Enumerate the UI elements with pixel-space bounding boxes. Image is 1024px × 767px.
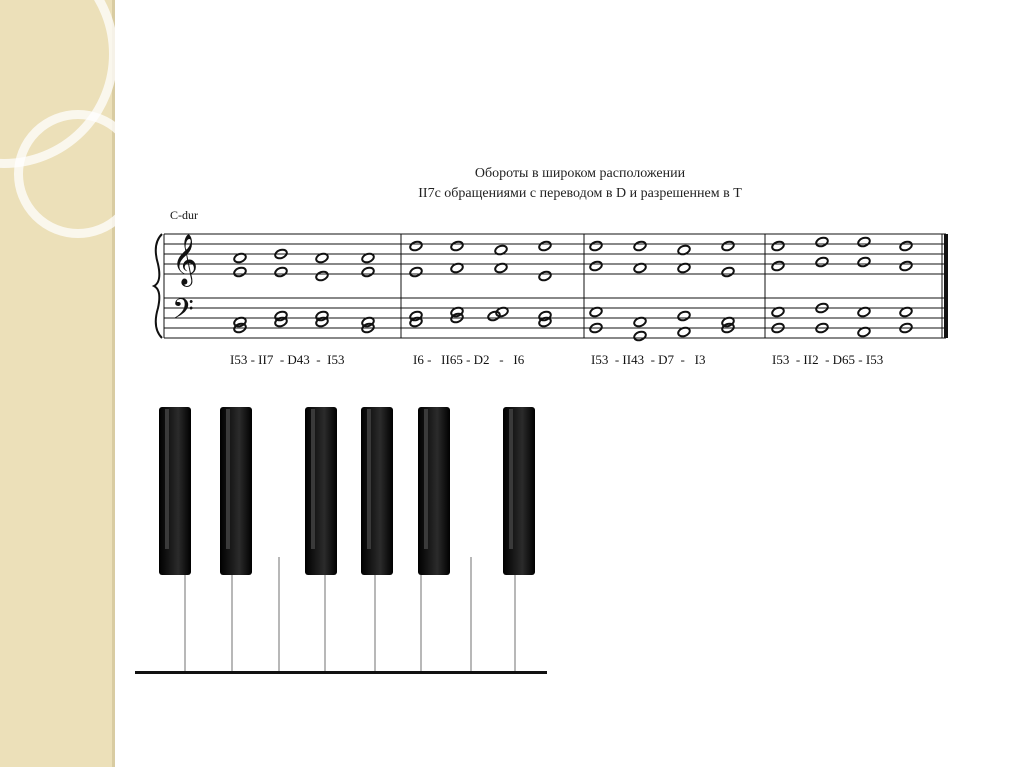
whole-note — [633, 240, 647, 252]
black-key[interactable] — [305, 407, 337, 575]
side-band-edge — [112, 0, 115, 767]
whole-note — [274, 266, 288, 278]
black-key[interactable] — [418, 407, 450, 575]
piano-keyboard — [135, 407, 547, 677]
whole-note — [857, 236, 871, 248]
whole-note — [771, 260, 785, 272]
whole-note — [538, 240, 552, 252]
whole-note — [409, 266, 423, 278]
whole-note — [315, 270, 329, 282]
whole-note — [589, 260, 603, 272]
progression-label-1: I53 - II7 - D43 - I53 — [230, 352, 345, 367]
progression-label-2: I6 - II65 - D2 - I6 — [413, 352, 525, 367]
score-title: Обороты в широком расположении — [474, 166, 686, 181]
whole-note — [409, 240, 423, 252]
progression-label-4: I53 - II2 - D65 - I53 — [772, 352, 884, 367]
whole-note — [589, 240, 603, 252]
black-key-highlight — [424, 409, 428, 549]
black-key[interactable] — [220, 407, 252, 575]
whole-note — [233, 266, 247, 278]
whole-note — [677, 310, 691, 322]
black-key-highlight — [367, 409, 371, 549]
black-key-highlight — [311, 409, 315, 549]
black-key-highlight — [226, 409, 230, 549]
whole-note — [815, 236, 829, 248]
whole-note — [450, 240, 464, 252]
whole-note — [771, 240, 785, 252]
black-key-highlight — [509, 409, 513, 549]
whole-note — [899, 260, 913, 272]
black-key[interactable] — [159, 407, 191, 575]
whole-note — [721, 240, 735, 252]
whole-note — [633, 330, 647, 342]
svg-text:𝄞: 𝄞 — [172, 234, 199, 285]
svg-text:𝄢: 𝄢 — [172, 293, 194, 333]
decorative-ring-small — [14, 110, 142, 238]
score-subtitle: II7с обращениями с переводом в D и разрешеннем в Т — [418, 186, 742, 201]
whole-note — [361, 266, 375, 278]
whole-note — [815, 256, 829, 268]
black-key-highlight — [165, 409, 169, 549]
key-label: C-dur — [170, 208, 198, 222]
black-key[interactable] — [503, 407, 535, 575]
black-key[interactable] — [361, 407, 393, 575]
whole-note — [899, 240, 913, 252]
whole-note — [721, 266, 735, 278]
progression-label-3: I53 - II43 - D7 - I3 — [591, 352, 706, 367]
whole-note — [857, 256, 871, 268]
whole-note — [538, 270, 552, 282]
